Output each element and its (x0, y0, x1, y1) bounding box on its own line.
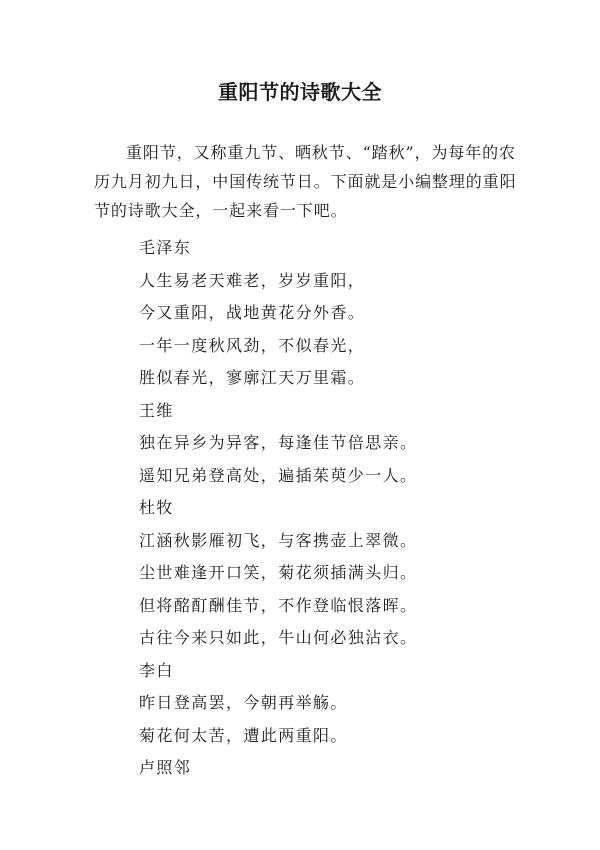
poem-line: 独在异乡为异客，每逢佳节倍思亲。 (139, 433, 418, 452)
poem-list (139, 232, 417, 785)
poem-line: 尘世难逢开口笑，菊花须插满头归。 (139, 563, 418, 582)
poem-line: 古往今来只如此，牛山何必独沾衣。 (139, 628, 418, 647)
poet-name: 王维 (139, 400, 174, 420)
poet-name: 卢照邻 (139, 758, 192, 777)
intro-paragraph: 重阳节，又称重九节、晒秋节、“踏秋”，为每年的农历九月初九日，中国传统节日。下面就是小编整理的重阳节的诗歌大全，一起来看一下吧。 (94, 143, 517, 220)
poem-line: 但将酩酊酬佳节，不作登临恨落晖。 (139, 595, 418, 615)
page-title: 重阳节的诗歌大全 (218, 80, 382, 104)
poem-line: 今又重阳，战地黄花分外香。 (139, 303, 366, 322)
poet-name: 李白 (139, 660, 174, 680)
poem-line: 菊花何太苦，遭此两重阳。 (139, 725, 348, 745)
poem-line: 一年一度秋风劲，不似春光， (139, 335, 366, 355)
poem-line: 胜似春光，寥廓江天万里霜。 (139, 368, 366, 387)
poem-line: 昨日登高罢，今朝再举觞。 (139, 693, 348, 712)
poet-name: 杜牧 (139, 498, 174, 517)
poem-line: 人生易老天难老，岁岁重阳， (139, 270, 366, 290)
poem-line: 江涵秋影雁初飞，与客携壶上翠微。 (139, 530, 418, 550)
poem-line: 遥知兄弟登高处，遍插茱萸少一人。 (139, 465, 418, 485)
poet-name: 毛泽东 (139, 238, 192, 257)
